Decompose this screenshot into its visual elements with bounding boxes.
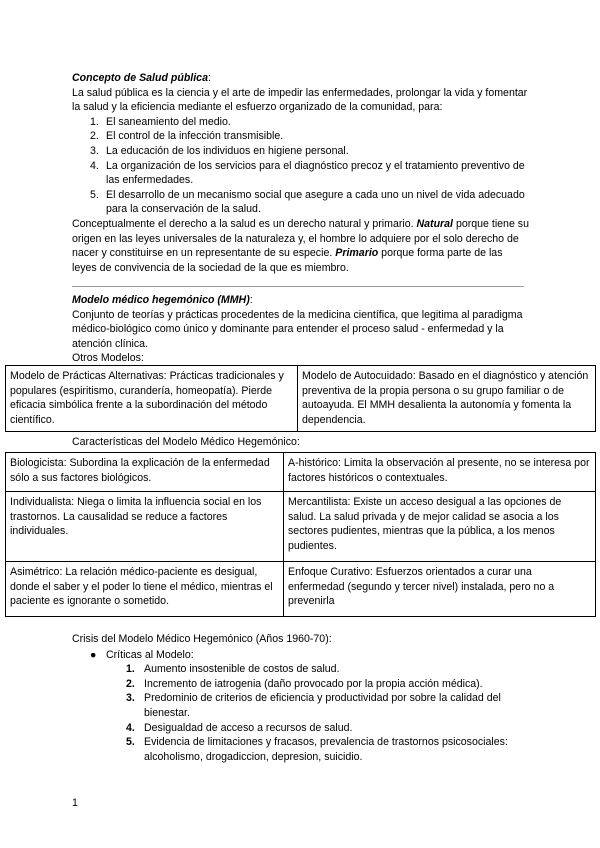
table-row <box>6 366 596 432</box>
mmh-definition: Conjunto de teorías y prácticas procedentes de la medicina científica, que legitima al paradigma médico-biológico como único y dominante para entender el proceso salud - enfermedad y la atención clínica. <box>72 308 523 350</box>
list-item: 3. La educación de los individuos en higiene personal. <box>90 144 349 157</box>
section-salud-publica <box>72 71 530 275</box>
criticas-list <box>72 662 532 764</box>
primario-term: Primario <box>335 247 379 260</box>
caracteristicas-title: Características del Modelo Médico Hegemónico: <box>72 436 300 448</box>
table-cell: A-histórico: Limita la observación al presente, no se interesa por factores históricos o contextuales. <box>284 453 596 492</box>
table-cell: Asimétrico: La relación médico-paciente es desigual, donde el saber y el poder lo tiene el médico, mientras el paciente es ignorante o sometido. <box>6 562 284 617</box>
list-item: 1. El saneamiento del medio. <box>90 115 231 128</box>
crisis-title: Crisis del Modelo Médico Hegemónico (Años 1960-70): <box>72 633 332 645</box>
list-item: ● Críticas al Modelo: <box>90 648 194 661</box>
table-cell: Modelo de Autocuidado: Basado en el diagnóstico y atención preventiva de la propia persona o su grupo familiar o de autoayuda. El MMH desalienta la autonomía y fomenta la dependencia. <box>298 366 596 432</box>
list-item: 4. Desigualdad de acceso a recursos de salud. <box>126 721 353 734</box>
table-row <box>6 492 596 562</box>
list-item: 2. El control de la infección transmisible. <box>90 130 284 143</box>
table-cell: Enfoque Curativo: Esfuerzos orientados a curar una enfermedad (segundo y tercer nivel) instalada, pero no a prevenirla <box>284 562 596 617</box>
section-title-mmh: Modelo médico hegemónico (MMH): <box>72 294 253 306</box>
table-row <box>6 453 596 492</box>
section-title-salud-publica: Concepto de Salud pública: <box>72 72 211 84</box>
intro-paragraph: La salud pública es la ciencia y el arte de impedir las enfermedades, prolongar la vida y fomentar la salud y la eficiencia mediante el esfuerzo organizado de la comunidad, para: <box>72 86 528 114</box>
natural-term: Natural <box>416 217 453 230</box>
list-item: 2. Incremento de iatrogenia (daño provocado por la propia acción médica). <box>126 677 483 690</box>
table-cell: Individualista: Niega o limita la influencia social en los trastornos. La causalidad se reduce a factores individuales. <box>6 492 284 562</box>
section-crisis <box>72 632 532 764</box>
list-item: 3. Predominio de criterios de eficiencia y productividad por sobre la calidad del bienestar. <box>126 692 501 719</box>
list-item: 1. Aumento insostenible de costos de salud. <box>126 663 340 676</box>
table-row <box>6 562 596 617</box>
objectives-list <box>72 115 530 217</box>
page-number: 1 <box>72 797 78 809</box>
section-mmh <box>72 293 530 366</box>
list-item: 5. Evidencia de limitaciones y fracasos, prevalencia de trastornos psicosociales: alcoholismo, drogadiccion, depresion, suicidio. <box>126 736 508 763</box>
otros-modelos-table <box>5 365 596 432</box>
table-cell: Mercantilista: Existe un acceso desigual a las opciones de salud. La salud privada y de mejor calidad se asocia a los sectores pudientes, mientras que la pública, a los menos pudientes. <box>284 492 596 562</box>
caracteristicas-table <box>5 452 596 617</box>
section-divider <box>72 286 524 287</box>
otros-modelos-label: Otros Modelos: <box>72 352 144 365</box>
table-cell: Modelo de Prácticas Alternativas: Prácticas tradicionales y populares (espiritismo, curandería, homeopatía). Pierde eficacia simbólica frente a la subordinación del método científico. <box>6 366 298 432</box>
list-item: 5. El desarrollo de un mecanismo social que asegure a cada uno un nivel de vida adecuado para la conservación de la salud. <box>90 188 525 216</box>
list-item: 4. La organización de los servicios para el diagnóstico precoz y el tratamiento preventivo de las enfermedades. <box>90 159 525 187</box>
derecho-paragraph: Conceptualmente el derecho a la salud es un derecho natural y primario. Natural porque tiene su origen en las leyes universales de la naturaleza y, el hombre lo adquiere por el solo derecho de nacer y constituirse en un representante de su especie. Primario porque forma parte de las leyes de convivencia de la sociedad de la que es miembro. <box>72 217 529 274</box>
table-cell: Biologicista: Subordina la explicación de la enfermedad sólo a sus factores biológicos. <box>6 453 284 492</box>
bullet-icon: ● <box>90 648 97 661</box>
